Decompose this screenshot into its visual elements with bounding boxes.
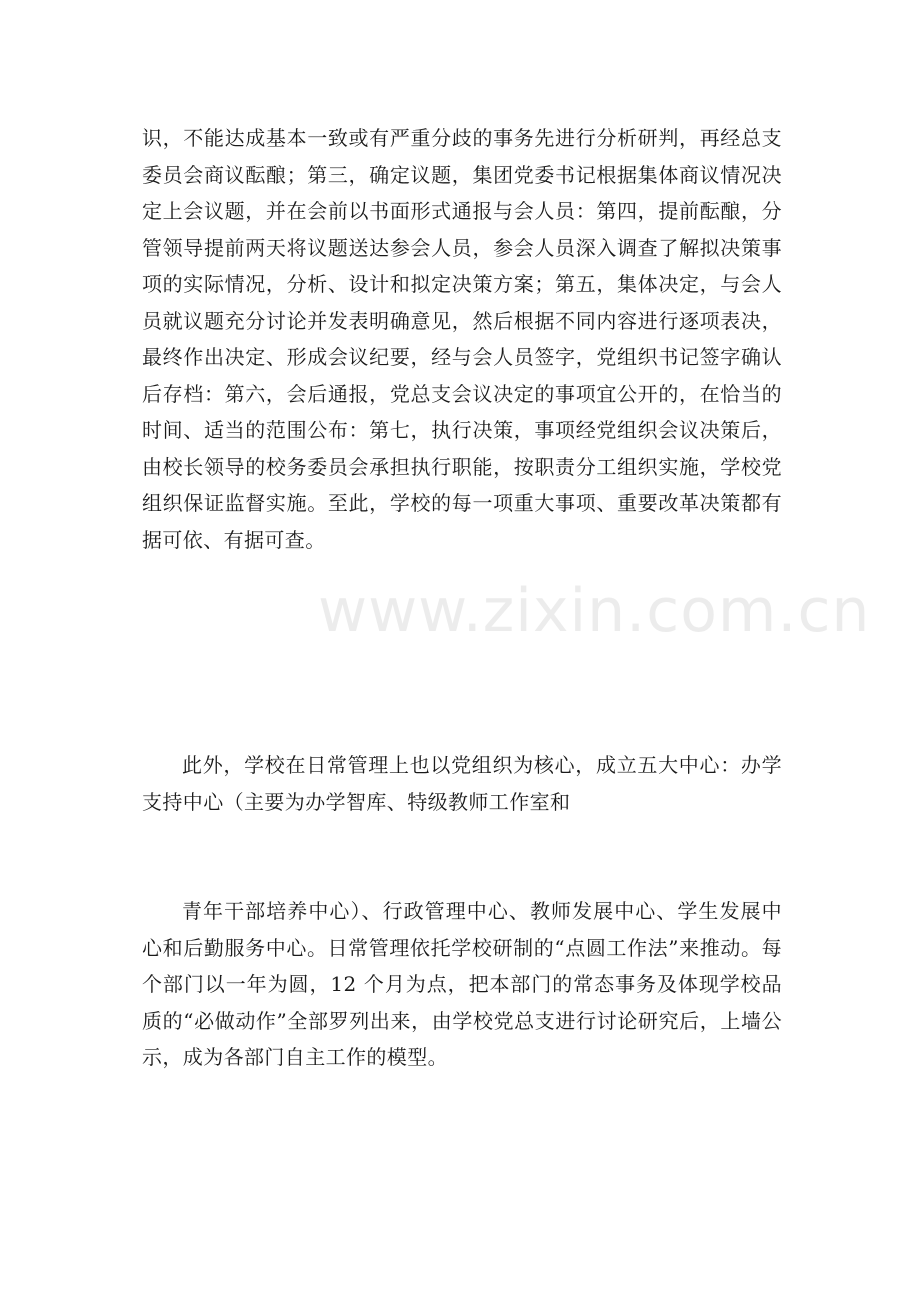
watermark: www.zixin.com.cn (318, 576, 871, 646)
paragraph-five-centers-continued: 青年干部培养中心）、行政管理中心、教师发展中心、学生发展中心和后勤服务中心。日常管理依托学校研制的“点圆工作法”来推动。每个部门以一年为圆，12 个月为点，把本部门的常态事务及体现学校品质的“必做动作”全部罗列出来，由学校党总支进行讨论研究后，上墙公示，成为各部门自主工作的模型。 (142, 899, 782, 1069)
paragraph-decision-process: 识，不能达成基本一致或有严重分歧的事务先进行分析研判，再经总支委员会商议酝酿；第三，确定议题，集团党委书记根据集体商议情况决定上会议题，并在会前以书面形式通报与会人员：第四，提前酝酿，分管领导提前两天将议题送达参会人员，参会人员深入调查了解拟决策事项的实际情况，分析、设计和拟定决策方案；第五，集体决定，与会人员就议题充分讨论并发表明确意见，然后根据不同内容进行逐项表决，最终作出决定、形成会议纪要，经与会人员签字，党组织书记签字确认后存档：第六，会后通报，党总支会议决定的事项宜公开的，在恰当的时间、适当的范围公布：第七，执行决策，事项经党组织会议决策后，由校长领导的校务委员会承担执行职能，按职责分工组织实施，学校党组织保证监督实施。至此，学校的每一项重大事项、重要改革决策都有据可依、有据可查。 (142, 126, 782, 552)
paragraph-five-centers-intro: 此外，学校在日常管理上也以党组织为核心，成立五大中心：办学支持中心（主要为办学智库、特级教师工作室和 (142, 753, 782, 814)
